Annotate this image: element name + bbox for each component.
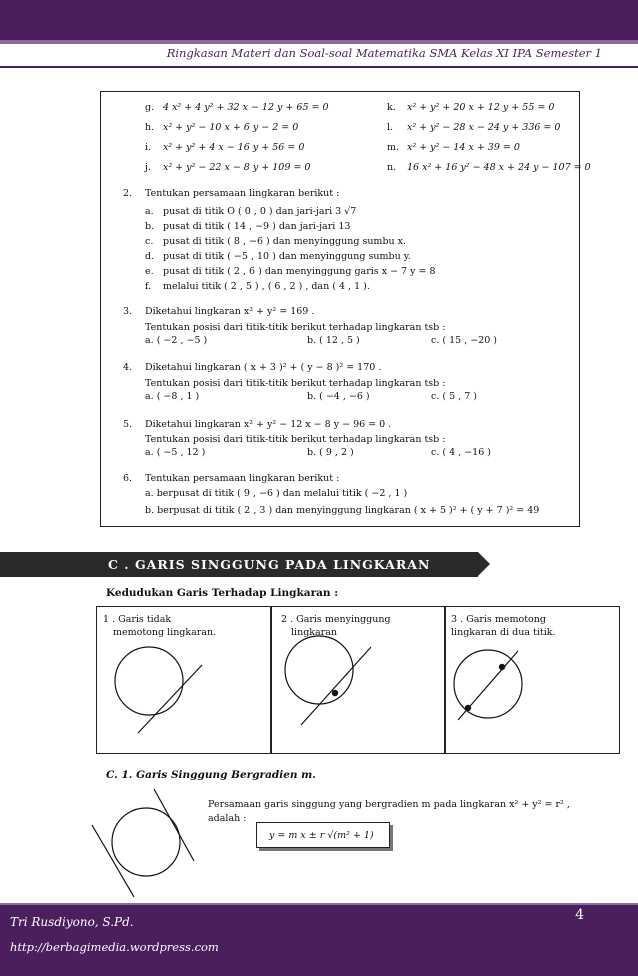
q2-d-label: d. xyxy=(145,251,155,262)
q2-b-label: b. xyxy=(145,221,155,232)
q1-item-l-label: l. xyxy=(387,122,394,133)
q3-c: c. ( 15 , −20 ) xyxy=(431,335,498,346)
q1-item-n-eq: 16 x² + 16 y² − 48 x + 24 y − 107 = 0 xyxy=(407,162,591,173)
footer-url[interactable]: http://berbagimedia.wordpress.com xyxy=(10,940,219,954)
panel-tangent xyxy=(270,606,446,754)
q2-e-label: e. xyxy=(145,266,154,277)
intersection-point-1 xyxy=(465,705,471,711)
q1-item-j-label: j. xyxy=(145,162,151,173)
q1-item-i-eq: x² + y² + 4 x − 16 y + 56 = 0 xyxy=(163,142,305,153)
q1-item-h-label: h. xyxy=(145,122,155,133)
header-band xyxy=(0,0,638,40)
q3-b: b. ( 12 , 5 ) xyxy=(307,335,360,346)
header-title: Ringkasan Materi dan Soal-soal Matematika SMA Kelas XI IPA Semester 1 xyxy=(166,46,602,60)
footer-author: Tri Rusdiyono, S.Pd. xyxy=(10,915,134,929)
tangent-point xyxy=(332,690,338,696)
intersection-point-2 xyxy=(499,664,505,670)
q1-item-m-label: m. xyxy=(387,142,400,153)
q4-c: c. ( 5 , 7 ) xyxy=(431,391,477,402)
q2-b-text: pusat di titik ( 14 , −9 ) dan jari-jari 13 xyxy=(163,221,351,232)
c1-description-line2: adalah : xyxy=(208,813,247,824)
q1-item-k-eq: x² + y² + 20 x + 12 y + 55 = 0 xyxy=(407,102,555,113)
q6-b: b. berpusat di titik ( 2 , 3 ) dan menyinggung lingkaran ( x + 5 )² + ( y + 7 )² = 49 xyxy=(145,505,540,516)
q3-a: a. ( −2 , −5 ) xyxy=(145,335,208,346)
q1-item-m-eq: x² + y² − 14 x + 39 = 0 xyxy=(407,142,520,153)
q2-c-text: pusat di titik ( 8 , −6 ) dan menyinggung sumbu x. xyxy=(163,236,407,247)
q2-a-text: pusat di titik O ( 0 , 0 ) dan jari-jari 3 √7 xyxy=(163,206,357,217)
header-rule xyxy=(0,66,638,68)
panel-2-line2: lingkaran xyxy=(291,627,338,638)
q2-e-text: pusat di titik ( 2 , 6 ) dan menyinggung garis x − 7 y = 8 xyxy=(163,266,436,277)
q4-text: Diketahui lingkaran ( x + 3 )² + ( y − 8 )² = 170 . xyxy=(145,362,382,373)
section-title: C . GARIS SINGGUNG PADA LINGKARAN xyxy=(108,557,431,572)
q2-number: 2. xyxy=(123,188,133,199)
q2-d-text: pusat di titik ( −5 , 10 ) dan menyinggung sumbu y. xyxy=(163,251,411,262)
q5-sub: Tentukan posisi dari titik-titik berikut terhadap lingkaran tsb : xyxy=(145,434,446,445)
q6-a: a. berpusat di titik ( 9 , −6 ) dan melalui titik ( −2 , 1 ) xyxy=(145,488,408,499)
tangent-formula: y = m x ± r √(m² + 1) xyxy=(269,830,374,841)
exercise-box xyxy=(100,91,591,527)
q4-a: a. ( −8 , 1 ) xyxy=(145,391,200,402)
q4-number: 4. xyxy=(123,362,133,373)
panel-2-line1: 2 . Garis menyinggung xyxy=(281,614,391,625)
q5-a: a. ( −5 , 12 ) xyxy=(145,447,206,458)
page-header xyxy=(0,0,638,70)
section-title-bar xyxy=(0,552,490,577)
q3-number: 3. xyxy=(123,306,133,317)
q2-c-label: c. xyxy=(145,236,154,247)
panel-1-line1: 1 . Garis tidak xyxy=(103,614,172,625)
circle-shape xyxy=(454,650,522,718)
section-bar-arrow xyxy=(478,552,490,576)
q2-f-label: f. xyxy=(145,281,152,292)
header-accent-line xyxy=(0,40,638,44)
circle-shape xyxy=(115,647,183,715)
panel-3-diagram xyxy=(445,607,621,755)
q4-b: b. ( −4 , −6 ) xyxy=(307,391,370,402)
page-number: 4 xyxy=(575,907,584,923)
panel-two-points xyxy=(444,606,620,754)
q6-text: Tentukan persamaan lingkaran berikut : xyxy=(145,473,340,484)
tangent-line-right xyxy=(154,789,194,861)
q1-item-i-label: i. xyxy=(145,142,152,153)
panel-3-line1: 3 . Garis memotong xyxy=(451,614,546,625)
panel-3-line2: lingkaran di dua titik. xyxy=(451,627,556,638)
q1-item-g-eq: 4 x² + 4 y² + 32 x − 12 y + 65 = 0 xyxy=(163,102,329,113)
q6-number: 6. xyxy=(123,473,133,484)
q1-item-n-label: n. xyxy=(387,162,397,173)
panel-1-line2: memotong lingkaran. xyxy=(113,627,217,638)
panel-2-diagram xyxy=(271,607,447,755)
q1-item-l-eq: x² + y² − 28 x − 24 y + 336 = 0 xyxy=(407,122,561,133)
q5-c: c. ( 4 , −16 ) xyxy=(431,447,491,458)
tangent-gradient-diagram xyxy=(90,785,200,900)
q2-text: Tentukan persamaan lingkaran berikut : xyxy=(145,188,340,199)
q2-f-text: melalui titik ( 2 , 5 ) , ( 6 , 2 ) , dan ( 4 , 1 ). xyxy=(163,281,370,292)
q3-text: Diketahui lingkaran x² + y² = 169 . xyxy=(145,306,315,317)
q2-a-label: a. xyxy=(145,206,154,217)
q1-item-k-label: k. xyxy=(387,102,396,113)
circle-shape xyxy=(285,636,353,704)
tangent-formula-box xyxy=(256,822,390,848)
q1-item-h-eq: x² + y² − 10 x + 6 y − 2 = 0 xyxy=(163,122,299,133)
panel-1-diagram xyxy=(97,607,273,755)
q3-sub: Tentukan posisi dari titik-titik berikut terhadap lingkaran tsb : xyxy=(145,322,446,333)
q1-item-j-eq: x² + y² − 22 x − 8 y + 109 = 0 xyxy=(163,162,311,173)
tangent-line-shape xyxy=(301,647,371,725)
line-shape xyxy=(138,665,202,733)
q5-number: 5. xyxy=(123,419,133,430)
panel-no-intersection xyxy=(96,606,272,754)
section-subtitle: Kedudukan Garis Terhadap Lingkaran : xyxy=(106,587,339,599)
q5-text: Diketahui lingkaran x² + y² − 12 x − 8 y − 96 = 0 . xyxy=(145,419,392,430)
c1-description-line1: Persamaan garis singgung yang bergradien m pada lingkaran x² + y² = r² , xyxy=(208,799,570,810)
q5-b: b. ( 9 , 2 ) xyxy=(307,447,354,458)
subsection-c1-title: C. 1. Garis Singgung Bergradien m. xyxy=(106,769,316,781)
q4-sub: Tentukan posisi dari titik-titik berikut terhadap lingkaran tsb : xyxy=(145,378,446,389)
q1-item-g-label: g. xyxy=(145,102,155,113)
